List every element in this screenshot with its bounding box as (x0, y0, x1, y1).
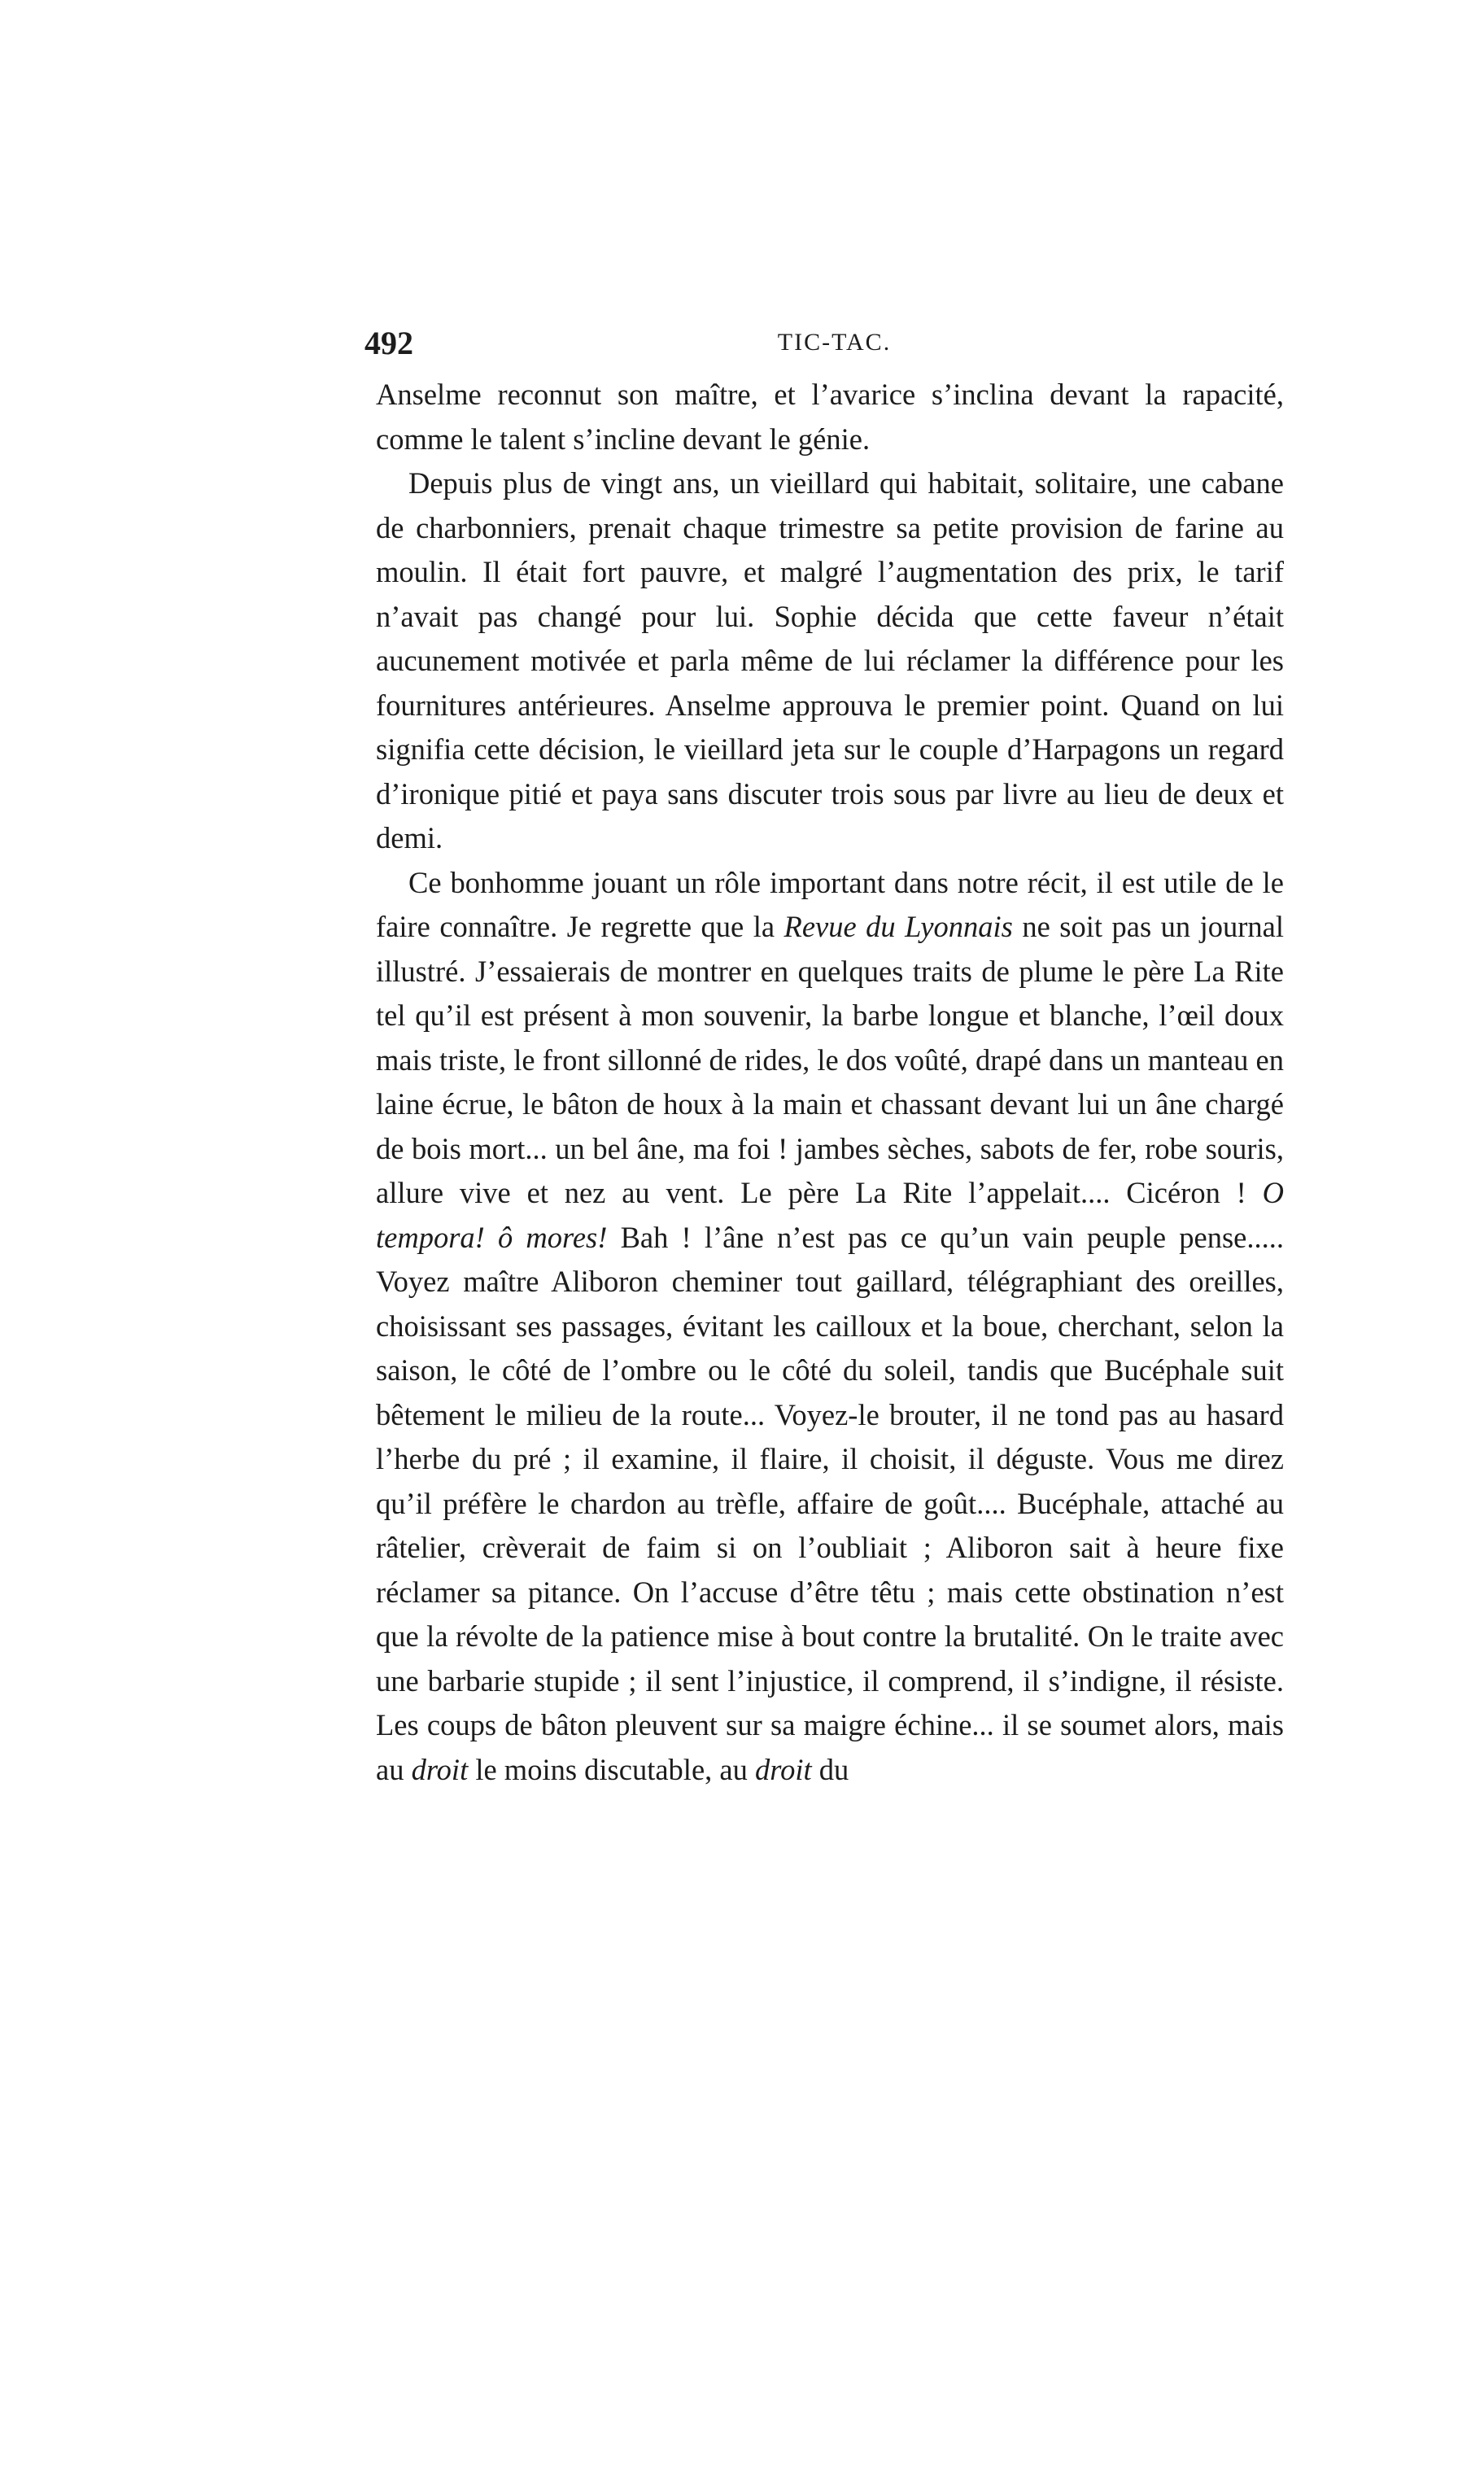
paragraph (376, 373, 1284, 461)
text-run: ne soit pas un journal illustré. J’essaierais de montrer en quelques traits de plume le père La Rite tel qu’il est présent à mon souvenir, la barbe longue et blanche, l’œil doux mais triste, le front sillonné de rides, le dos voûté, drapé dans un manteau en laine écrue, le bâton de houx à la main et chassant devant lui un âne chargé de bois mort... un bel âne, ma foi ! jambes sèches, sabots de fer, robe souris, allure vive et nez au vent. Le père La Rite l’appelait.... Cicéron ! (376, 910, 1285, 1209)
text-run: Depuis plus de vingt ans, un vieillard qui habitait, solitaire, une cabane de charbonniers, prenait chaque trimestre sa petite provision de farine au moulin. Il était fort pauvre, et malgré l’augmentation des prix, le tarif n’avait pas changé pour lui. Sophie décida que cette faveur n’était aucunement motivée et parla même de lui réclamer la différence pour les fournitures antérieures. Anselme approuva le premier point. Quand on lui signifia cette décision, le vieillard jeta sur le couple d’Harpagons un regard d’ironique pitié et paya sans discuter trois sous par livre au lieu de deux et demi. (376, 466, 1284, 854)
italic-text: droit (411, 1752, 469, 1786)
running-head: TIC-TAC. (777, 329, 892, 356)
page-number: 492 (364, 325, 413, 361)
paragraph (376, 861, 1284, 1793)
paragraph (376, 461, 1284, 861)
page-header (364, 324, 1304, 366)
text-run: Anselme reconnut son maître, et l’avarice s’inclina devant la rapacité, comme le talent s’incline devant le génie. (376, 378, 1284, 456)
text-run: Ce bonhomme jouant un rôle important dans notre récit, il est utile de le faire connaître. Je regrette que la (376, 865, 1284, 943)
text-run: Bah ! l’âne n’est pas ce qu’un vain peuple pense..... Voyez maître Aliboron cheminer tout gaillard, télégraphiant des oreilles, choisissant ses passages, évitant les cailloux et la boue, cherchant, selon la saison, le côté de l’ombre ou le côté du soleil, tandis que Bucéphale suit bêtement le milieu de la route... Voyez-le brouter, il ne tond pas au hasard l’herbe du pré ; il examine, il flaire, il choisit, il déguste. Vous me direz qu’il préfère le chardon au trèfle, affaire de goût.... Bucéphale, attaché au râtelier, crèverait de faim si on l’oubliait ; Aliboron sait à heure fixe réclamer sa pitance. On l’accuse d’être têtu ; mais cette obstination n’est que la révolte de la patience mise à bout contre la brutalité. On le traite avec une barbarie stupide ; il sent l’injustice, il comprend, il s’indigne, il résiste. Les coups de bâton pleuvent sur sa maigre échine... il se soumet alors, mais au (376, 1220, 1285, 1786)
italic-text: droit (754, 1752, 812, 1786)
italic-text: O tempora! ô mores! (376, 1176, 1284, 1254)
text-run: le moins discutable, au (468, 1752, 755, 1786)
body-text (376, 373, 1284, 1792)
italic-text: Revue du Lyonnais (783, 910, 1013, 943)
text-run: du (811, 1752, 849, 1786)
